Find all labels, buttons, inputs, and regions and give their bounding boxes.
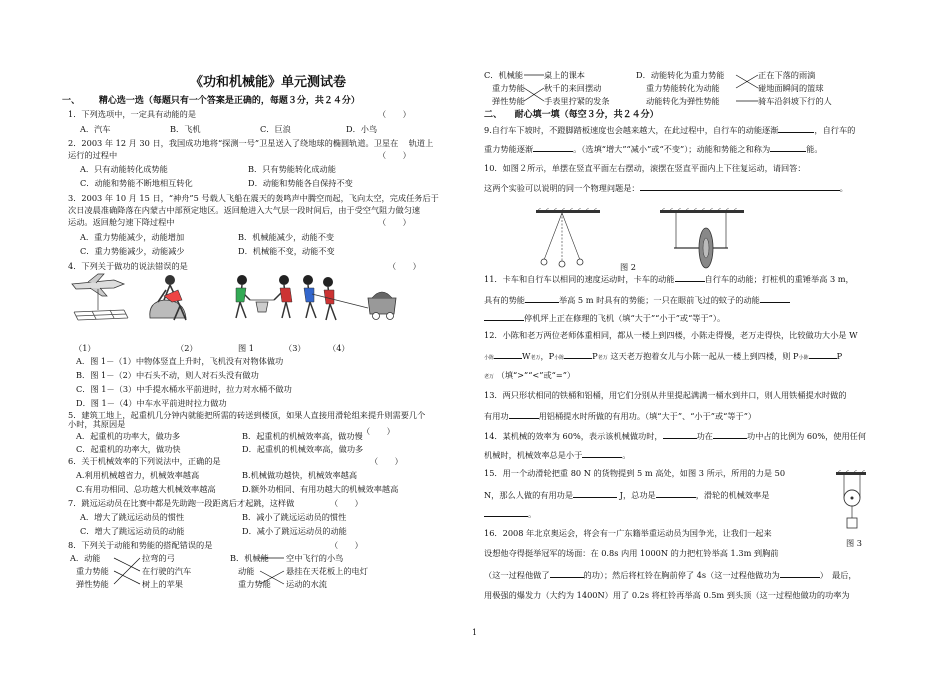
q8-a-connectors bbox=[112, 555, 144, 589]
q1-stem: 1．下列选项中，一定具有动能的是 bbox=[68, 109, 197, 119]
q14-line2: 机械时，机械效率总是小于 。 bbox=[484, 450, 631, 460]
q8-b-right-1: 空中飞行的小鸟 bbox=[286, 553, 344, 563]
q2-opt-b: B．只有势能转化成动能 bbox=[248, 164, 336, 174]
q12-line1: 12．小陈和老万两位老师体重相同，都从一楼上到四楼，小陈走得慢，老万走得快，比较做功大小是 W bbox=[484, 330, 858, 340]
q8-d-left-1: D．动能转化为重力势能 bbox=[636, 70, 725, 80]
q11-line2: 具有的势能 举高 5 m 时具有的势能；一只在眼前飞过的蚊子的动能 bbox=[484, 294, 790, 306]
q12-blank-1[interactable] bbox=[494, 350, 522, 359]
q6-paren: （ ） bbox=[370, 456, 403, 466]
figure-1-airplane bbox=[72, 274, 128, 320]
q8-b-right-3: 运动的水流 bbox=[286, 579, 327, 589]
q2-opt-c: C．动能和势能不断地相互转化 bbox=[80, 178, 193, 188]
q8-b-right-2: 悬挂在天花板上的电灯 bbox=[286, 566, 368, 576]
page-title: 《功和机械能》单元测试卷 bbox=[190, 75, 347, 90]
q8-c-left-2: 重力势能 bbox=[492, 83, 525, 93]
q3-opt-a: A．重力势能减少，动能增加 bbox=[80, 232, 185, 242]
fig1-label-1: （1） bbox=[74, 343, 96, 353]
q11-blank-3[interactable] bbox=[760, 294, 790, 303]
q16-line1: 16．2008 年北京奥运会，将会有一广东籍举重运动员为国争光，让我们一起来 bbox=[484, 528, 772, 538]
q16-blank-1[interactable] bbox=[550, 569, 584, 578]
q3-opt-d: D．机械能不变，动能不变 bbox=[238, 246, 335, 256]
q8-b-left-2: 动能 bbox=[238, 566, 255, 576]
q8-c-right-1: 桌上的课本 bbox=[544, 70, 585, 80]
q7-paren: （ ） bbox=[330, 498, 363, 508]
q13-blank[interactable] bbox=[509, 410, 539, 419]
q9-blank-2[interactable] bbox=[533, 143, 573, 152]
q15-blank-1[interactable] bbox=[573, 489, 617, 498]
q16-line4: 用极强的爆发力（大约为 1400N）用了 0.2s 将杠铃再举高 0.5m 到头顶（这一过程他做功的功率为 bbox=[484, 590, 850, 600]
figure-1-pushing-stone bbox=[150, 275, 186, 320]
q11-blank-1[interactable] bbox=[675, 273, 705, 282]
q8-a-right-1: 拉弯的弓 bbox=[142, 553, 175, 563]
q14-blank-2[interactable] bbox=[713, 430, 747, 439]
q4-paren: （ ） bbox=[388, 261, 421, 271]
q14-blank-3[interactable] bbox=[582, 449, 622, 458]
q12-blank-2[interactable] bbox=[564, 350, 592, 359]
q8-c-right-3: 手表里拧紧的发条 bbox=[544, 96, 610, 106]
q8-d-right-1: 正在下落的雨滴 bbox=[758, 70, 816, 80]
q4-opt-c: C．图 1－（3）中手提水桶水平前进时，拉力对水桶不做功 bbox=[76, 384, 292, 394]
q4-opt-d: D．图 1－（4）中车水平前进时拉力做功 bbox=[76, 398, 227, 408]
q4-opt-b: B．图 1－（2）中石头不动，则人对石头没有做功 bbox=[76, 370, 259, 380]
q7-opt-c: C．增大了跳远运动员的动能 bbox=[80, 526, 185, 536]
q3-line3: 运动。返回舱匀速下降过程中 bbox=[68, 217, 175, 227]
q13-line2: 有用功 用铝桶提水时所做的有用功。（填“大于”、“小于”或“等于”） bbox=[484, 411, 757, 421]
q7-opt-a: A．增大了跳远运动员的惯性 bbox=[80, 512, 185, 522]
fig1-label-4: （4） bbox=[328, 343, 350, 353]
figure-2-pendulum bbox=[536, 208, 600, 267]
q8-c-connectors bbox=[522, 72, 548, 106]
q5-opt-d: D．起重机的机械效率高，做功多 bbox=[242, 444, 364, 454]
q8-a-left-3: 弹性势能 bbox=[76, 579, 109, 589]
page-number: 1 bbox=[472, 628, 478, 637]
fig1-label-3: （3） bbox=[284, 343, 306, 353]
q2-opt-a: A．只有动能转化成势能 bbox=[80, 164, 168, 174]
q15-line3: 。 bbox=[484, 508, 536, 520]
q16-blank-2[interactable] bbox=[780, 569, 820, 578]
q3-line2: 次日凌晨准确降落在内蒙古中部预定地区。返回舱进入大气层一段时间后，由于受空气阻力做匀速 bbox=[68, 205, 421, 215]
q16-line2: 设想他夺得挺举冠军的场面：在 0.8s 内用 1000N 的力把杠铃举高 1.3m 到胸前 bbox=[484, 548, 779, 558]
q2-line2: 运行的过程中 bbox=[68, 150, 118, 160]
q8-d-left-3: 动能转化为弹性势能 bbox=[646, 96, 720, 106]
q15-line2: N，那么人做的有用功是 J，总功是 ，滑轮的机械效率是 bbox=[484, 490, 770, 500]
q15-blank-3[interactable] bbox=[484, 508, 528, 517]
q6-opt-a: A.利用机械越省力，机械效率越高 bbox=[76, 470, 200, 480]
q12-line3: 老万 （填“>”“<”或“=”） bbox=[484, 370, 576, 380]
q9-blank-3[interactable] bbox=[770, 143, 806, 152]
q11-line3: 停机坪上正在修理的飞机（填“大于”“小于”或“等于”）。 bbox=[484, 312, 725, 324]
q3-line1: 3．2003 年 10 月 15 日，“神舟”5 号载人飞船在震天的轰鸣声中腾空而起，飞向太空，完成任务后于 bbox=[68, 193, 439, 203]
q15-line1: 15．用一个动滑轮把重 80 N 的货物提到 5 m 高处，如图 3 所示，所用的力是 50 bbox=[484, 468, 786, 478]
q1-opt-a: A．汽车 bbox=[80, 124, 111, 134]
q10-blank[interactable] bbox=[640, 182, 840, 191]
q8-c-left-3: 弹性势能 bbox=[492, 96, 525, 106]
fig1-label-2: （2） bbox=[176, 343, 198, 353]
q5-opt-c: C．起重机的功率大，做功快 bbox=[76, 444, 181, 454]
q10-line2: 这两个实验可以说明的同一个物理问题是： 。 bbox=[484, 183, 848, 193]
fig3-caption: 图 3 bbox=[846, 538, 862, 548]
q8-paren: （ ） bbox=[330, 540, 363, 550]
q1-opt-b: B．飞机 bbox=[170, 124, 201, 134]
q10-line1: 10．如图２所示，单摆在竖直平面左右摆动，滚摆在竖直平面内上下往复运动，请回答： bbox=[484, 163, 806, 173]
q16-line3: （这一过程他做了 的功）；然后将杠铃在胸前停了 4s（这一过程他做功为 ） 最后， bbox=[484, 570, 857, 580]
q8-b-left-1: B．机械能 bbox=[230, 553, 269, 563]
q5-opt-a: A．起重机的功率大，做功多 bbox=[76, 431, 181, 441]
q8-b-left-3: 重力势能 bbox=[238, 579, 271, 589]
q3-paren: （ ） bbox=[378, 217, 411, 227]
figure-1-carrying-bucket bbox=[236, 275, 292, 318]
section-1-heading: 一、 精心选一选（每题只有一个答案是正确的，每题３分，共２４分） bbox=[62, 96, 360, 106]
q15-blank-2[interactable] bbox=[656, 489, 696, 498]
q7-opt-d: D．减小了跳远运动员的动能 bbox=[242, 526, 347, 536]
q6-opt-c: C.有用功相同、总功越大机械效率越高 bbox=[76, 484, 216, 494]
q4-opt-a: A．图 1－（1）中物体竖直上升时，飞机没有对物体做功 bbox=[76, 356, 284, 366]
q8-c-right-2: 秋千的来回摆动 bbox=[544, 83, 602, 93]
q11-blank-2[interactable] bbox=[525, 294, 559, 303]
q2-opt-d: D．动能和势能各自保持不变 bbox=[248, 178, 353, 188]
q12-line2: 小陈 W老万，P小陈 P老万 这天老万抱着女儿与小陈一起从一楼上到四楼，则 P小陈 P bbox=[484, 351, 843, 361]
q7-stem: 7．跳远运动员在比赛中都是先助跑一段距离后才起跳，这样做 bbox=[68, 498, 295, 508]
q8-a-left-2: 重力势能 bbox=[76, 566, 109, 576]
q8-a-right-2: 在行驶的汽车 bbox=[142, 566, 192, 576]
q8-d-right-2: 碰地面瞬间的篮球 bbox=[758, 83, 824, 93]
q5-line2: 小时，其原因是 bbox=[68, 419, 126, 429]
q3-opt-b: B．机械能减少，动能不变 bbox=[238, 232, 335, 242]
q8-a-right-3: 树上的苹果 bbox=[142, 579, 183, 589]
q3-opt-c: C．重力势能减少，动能减少 bbox=[80, 246, 185, 256]
q5-line1: 5．建筑工地上，起重机几分钟内就能把所需的砖送到楼顶，如果人直接用滑轮组来提升则需要几个 bbox=[68, 410, 426, 420]
q1-paren: （ ） bbox=[378, 109, 411, 119]
q7-opt-b: B．减小了跳远运动员的惯性 bbox=[242, 512, 347, 522]
q14-blank-1[interactable] bbox=[663, 430, 697, 439]
q14-line1: 14．某机械的效率为 60%，表示该机械做功时， 功在 功中占的比例为 60%，使用任何 bbox=[484, 431, 867, 441]
q8-a-left-1: A．动能 bbox=[70, 553, 101, 563]
q13-line1: 13．两只形状相同的铁桶和铝桶，用它们分别从井里提起满满一桶水到井口，则人用铁桶提水时做的 bbox=[484, 390, 847, 400]
q1-opt-c: C．巨浪 bbox=[260, 124, 291, 134]
figure-1 bbox=[62, 272, 407, 342]
q9-line2: 重力势能逐渐 。（选填“增大”“减小”或“不变”）；动能和势能之和称为 能。 bbox=[484, 144, 823, 154]
q4-stem: 4．下列关于做功的说法错误的是 bbox=[68, 261, 188, 271]
q5-paren: （ ） bbox=[362, 426, 395, 436]
figure-1-pulling-cart bbox=[303, 275, 396, 320]
q6-stem: 6．关于机械效率的下列说法中，正确的是 bbox=[68, 456, 221, 466]
section-2-heading: 二、 耐心填一填（每空３分，共２４分） bbox=[484, 110, 659, 120]
figure-3 bbox=[834, 470, 874, 536]
figure-2-maxwell-wheel bbox=[660, 208, 744, 268]
q11-blank-3-cont[interactable] bbox=[484, 312, 524, 321]
q8-stem: 8．下列关于动能和势能的搭配错误的是 bbox=[68, 540, 213, 550]
q6-opt-b: B.机械做功越快，机械效率越高 bbox=[242, 470, 358, 480]
q8-d-right-3: 骑车沿斜坡下行的人 bbox=[758, 96, 832, 106]
q2-line1: 2．2003 年 12 月 30 日，我国成功地将“探测一号”卫星送入了绕地球的椭圆轨道。卫星在 轨道上 bbox=[68, 138, 434, 148]
figure-2 bbox=[536, 208, 756, 272]
fig2-caption: 图 2 bbox=[620, 262, 636, 272]
q8-b-connectors bbox=[256, 555, 288, 589]
q6-opt-d: D.额外功相同、有用功越大的机械效率越高 bbox=[242, 484, 399, 494]
q5-opt-b: B．起重机的机械效率高，做功慢 bbox=[242, 431, 363, 441]
q8-c-left-1: C．机械能 bbox=[484, 70, 524, 80]
q11-line1: 11．卡车和自行车以相同的速度运动时，卡车的动能 自行车的动能；打桩机的重锤举高 3 m， bbox=[484, 274, 854, 284]
q1-opt-d: D．小鸟 bbox=[346, 124, 378, 134]
q9-blank-1[interactable] bbox=[778, 124, 814, 133]
q12-blank-3[interactable] bbox=[809, 350, 837, 359]
q8-d-connectors bbox=[734, 72, 762, 106]
fig1-caption: 图 1 bbox=[238, 343, 254, 353]
q2-paren: （ ） bbox=[378, 150, 411, 160]
q9-line1: 9.自行车下坡时，不蹬脚踏板速度也会越来越大，在此过程中，自行车的动能逐渐 ，自行车的 bbox=[484, 125, 856, 135]
q8-d-left-2: 重力势能转化为动能 bbox=[646, 83, 720, 93]
